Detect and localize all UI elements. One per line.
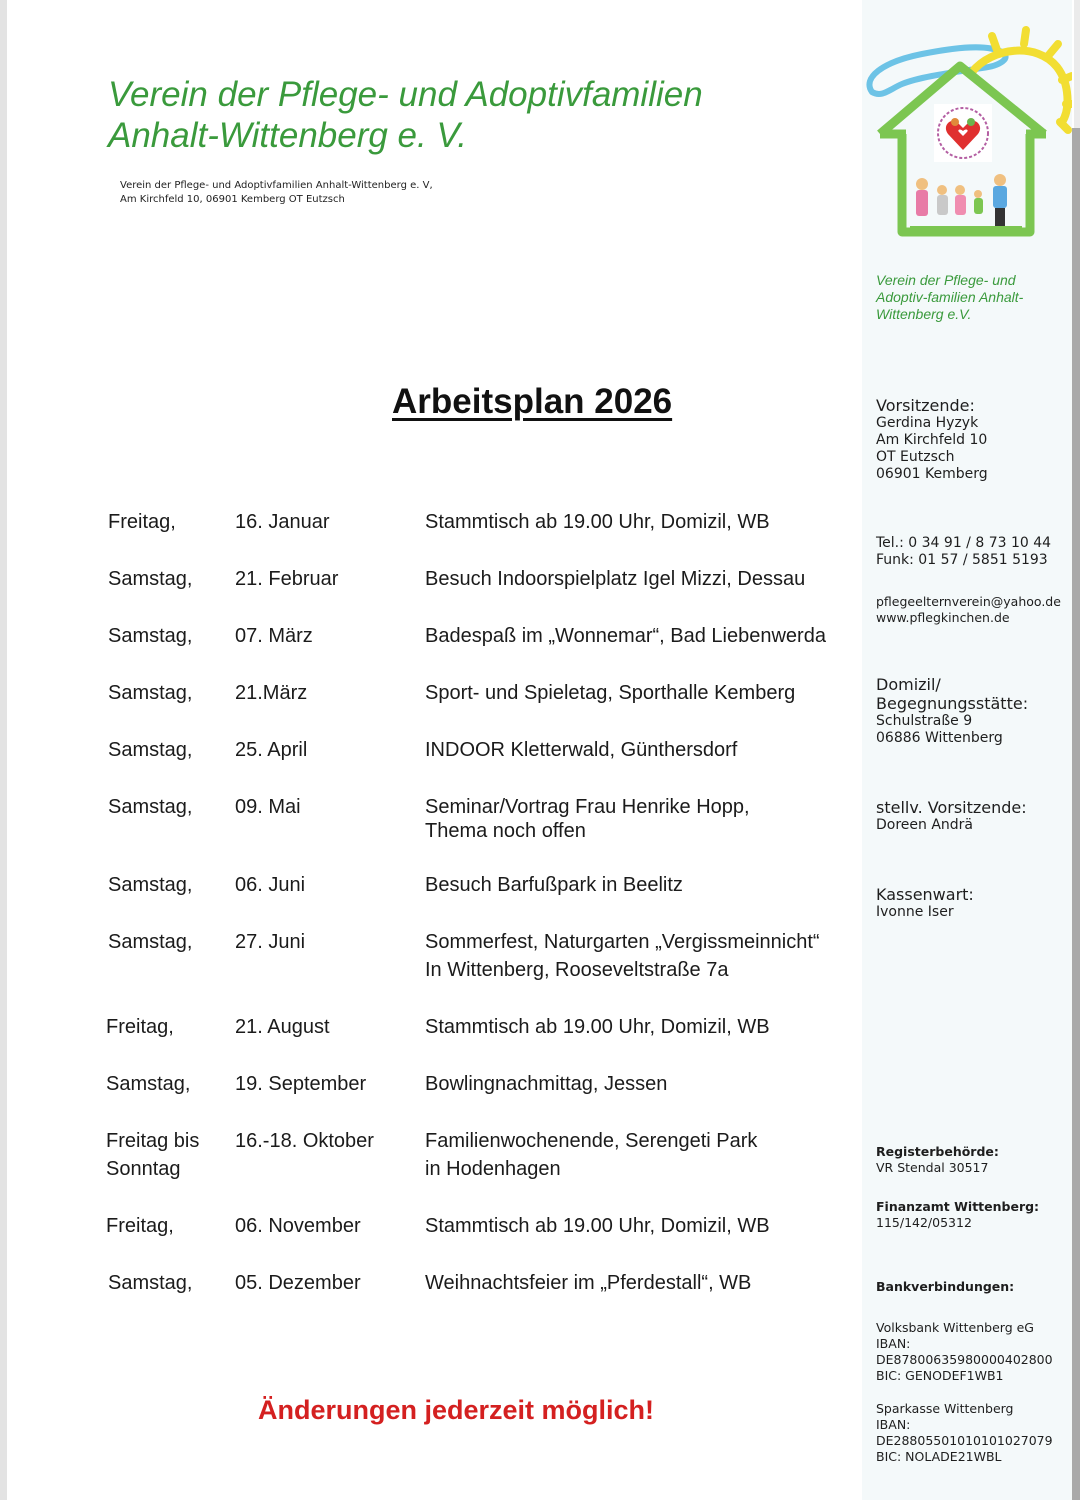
event-day [108, 871, 233, 899]
event-description [425, 508, 865, 536]
event-day [108, 928, 233, 956]
event-day-line: Sonntag [106, 1158, 181, 1180]
event-day [106, 1127, 231, 1183]
heart-emblem-icon [934, 104, 992, 162]
treasurer-name: Ivonne Iser [876, 904, 954, 920]
event-description [425, 736, 865, 764]
event-date: 06. November [235, 1215, 361, 1237]
event-day [108, 1269, 233, 1297]
logo-house-family-icon [862, 22, 1072, 244]
tax-number: 115/142/05312 [876, 1215, 972, 1230]
changes-notice: Änderungen jederzeit möglich! [258, 1395, 655, 1425]
event-date: 21.März [235, 682, 308, 704]
chair-street: Am Kirchfeld 10 [876, 432, 988, 448]
event-description-line: in Hodenhagen [425, 1158, 561, 1180]
sidebar-banks-heading [876, 1279, 1072, 1295]
email-link[interactable]: pflegeelternverein@yahoo.de [876, 594, 1061, 609]
event-day [108, 736, 233, 764]
organization-title [108, 74, 848, 156]
event-date: 21. Februar [235, 568, 339, 590]
event-date: 09. Mai [235, 796, 301, 818]
event-description [425, 1070, 865, 1098]
sidebar-registry [876, 1144, 1072, 1176]
chair-district: OT Eutzsch [876, 449, 955, 465]
sidebar-chair [876, 396, 1072, 483]
organization-title-line1: Verein der Pflege- und Adoptivfamilien [108, 75, 703, 114]
event-description-line: Thema noch offen [425, 820, 586, 842]
bic-value: BIC: GENODEF1WB1 [876, 1368, 1004, 1383]
organization-title-line2: Anhalt-Wittenberg e. V. [108, 116, 467, 155]
event-description-line: Badespaß im „Wonnemar“, Bad Liebenwerda [425, 625, 826, 647]
chair-name: Gerdina Hyzyk [876, 415, 979, 431]
domicile-street: Schulstraße 9 [876, 713, 973, 729]
event-day-line: Samstag, [108, 682, 193, 704]
sidebar-phone [876, 535, 1072, 569]
event-day-line: Samstag, [108, 739, 193, 761]
phone-number[interactable]: Tel.: 0 34 91 / 8 73 10 44 [876, 535, 1052, 551]
event-description-line: Weihnachtsfeier im „Pferdestall“, WB [425, 1272, 752, 1294]
event-date: 19. September [235, 1073, 367, 1095]
banks-heading: Bankverbindungen: [876, 1279, 1015, 1294]
sidebar-vice-chair [876, 798, 1072, 834]
event-description-line: Bowlingnachmittag, Jessen [425, 1073, 668, 1095]
event-description-line: Familienwochenende, Serengeti Park [425, 1130, 758, 1152]
iban-label: IBAN: [876, 1417, 911, 1432]
event-description [425, 565, 865, 593]
mobile-number[interactable]: Funk: 01 57 / 5851 5193 [876, 552, 1048, 568]
event-description-line: Besuch Barfußpark in Beelitz [425, 874, 683, 896]
website-link[interactable]: www.pflegkinchen.de [876, 610, 1010, 625]
event-description-line: INDOOR Kletterwald, Günthersdorf [425, 739, 738, 761]
event-day-line: Samstag, [108, 874, 193, 896]
iban-value: DE87800635980000402800 [876, 1352, 1053, 1367]
bank-volksbank [876, 1320, 1072, 1384]
bank-name: Sparkasse Wittenberg [876, 1401, 1014, 1416]
event-day-line: Samstag, [108, 796, 193, 818]
bank-sparkasse [876, 1401, 1072, 1465]
event-day-line: Samstag, [108, 568, 193, 590]
event-description-line: Stammtisch ab 19.00 Uhr, Domizil, WB [425, 1016, 770, 1038]
treasurer-heading: Kassenwart: [876, 885, 974, 904]
event-description-line: Stammtisch ab 19.00 Uhr, Domizil, WB [425, 1215, 770, 1237]
sidebar-org-name-line: Wittenberg e.V. [876, 306, 972, 322]
bank-name: Volksbank Wittenberg eG [876, 1320, 1034, 1335]
sidebar-treasurer [876, 885, 1072, 921]
event-date: 07. März [235, 625, 313, 647]
event-day [108, 793, 233, 821]
domicile-heading: Domizil/ [876, 675, 941, 694]
sidebar-web [876, 594, 1072, 626]
page-left-edge [0, 0, 7, 1500]
sender-address-line1: Verein der Pflege- und Adoptivfamilien Anhalt-Wittenberg e. V, [120, 180, 433, 191]
event-description-line: Sommerfest, Naturgarten „Vergissmeinnicht“ [425, 931, 820, 953]
event-date: 25. April [235, 739, 308, 761]
chair-city: 06901 Kemberg [876, 466, 988, 482]
chair-heading: Vorsitzende: [876, 396, 975, 415]
event-description-line: Besuch Indoorspielplatz Igel Mizzi, Dessau [425, 568, 806, 590]
event-description [425, 928, 865, 984]
event-description-line: In Wittenberg, Rooseveltstraße 7a [425, 959, 729, 981]
event-description [425, 1269, 865, 1297]
sidebar-org-name-line: Adoptiv-familien Anhalt- [876, 289, 1024, 305]
event-description-line: Stammtisch ab 19.00 Uhr, Domizil, WB [425, 511, 770, 533]
iban-label: IBAN: [876, 1336, 911, 1351]
event-description [425, 622, 865, 650]
sidebar-domicile [876, 675, 1072, 747]
sidebar-org-name-line: Verein der Pflege- und [876, 272, 1016, 288]
event-day-line: Freitag, [106, 1016, 174, 1038]
event-day [108, 622, 233, 650]
event-day-line: Samstag, [108, 1272, 193, 1294]
event-day [106, 1070, 231, 1098]
scrollbar[interactable] [1072, 128, 1080, 1500]
event-date: 16.-18. Oktober [235, 1130, 374, 1152]
sidebar-tax-office [876, 1199, 1072, 1231]
event-day [108, 679, 233, 707]
event-description [425, 1013, 865, 1041]
event-day [106, 1212, 231, 1240]
event-day-line: Samstag, [106, 1073, 191, 1095]
sender-address [120, 179, 433, 207]
sender-address-line2: Am Kirchfeld 10, 06901 Kemberg OT Eutzsch [120, 194, 345, 205]
event-description [425, 871, 865, 899]
event-description-line: Sport- und Spieletag, Sporthalle Kemberg [425, 682, 796, 704]
iban-value: DE28805501010101027079 [876, 1433, 1053, 1448]
event-date: 05. Dezember [235, 1272, 361, 1294]
event-day-line: Freitag, [108, 511, 176, 533]
event-date: 21. August [235, 1016, 330, 1038]
event-day [108, 565, 233, 593]
event-description [425, 679, 865, 707]
event-date: 27. Juni [235, 931, 306, 953]
vice-chair-name: Doreen Andrä [876, 817, 974, 833]
document-title: Arbeitsplan 2026 [392, 382, 673, 421]
event-description [425, 1212, 865, 1240]
event-day-line: Samstag, [108, 625, 193, 647]
registry-heading: Registerbehörde: [876, 1144, 999, 1159]
event-day [108, 508, 233, 536]
vice-chair-heading: stellv. Vorsitzende: [876, 798, 1027, 817]
domicile-city: 06886 Wittenberg [876, 730, 1003, 746]
tax-office-heading: Finanzamt Wittenberg: [876, 1199, 1040, 1214]
bic-value: BIC: NOLADE21WBL [876, 1449, 1002, 1464]
event-day [106, 1013, 231, 1041]
domicile-heading: Begegnungsstätte: [876, 694, 1029, 713]
registry-value: VR Stendal 30517 [876, 1160, 989, 1175]
event-date: 06. Juni [235, 874, 306, 896]
event-day-line: Samstag, [108, 931, 193, 953]
event-date: 16. Januar [235, 511, 330, 533]
event-day-line: Freitag, [106, 1215, 174, 1237]
sidebar-org-name [876, 272, 1072, 323]
event-description [425, 1127, 865, 1183]
family-figures-icon [910, 174, 1022, 228]
event-day-line: Freitag bis [106, 1130, 200, 1152]
event-description [425, 793, 865, 845]
event-description-line: Seminar/Vortrag Frau Henrike Hopp, [425, 796, 750, 818]
